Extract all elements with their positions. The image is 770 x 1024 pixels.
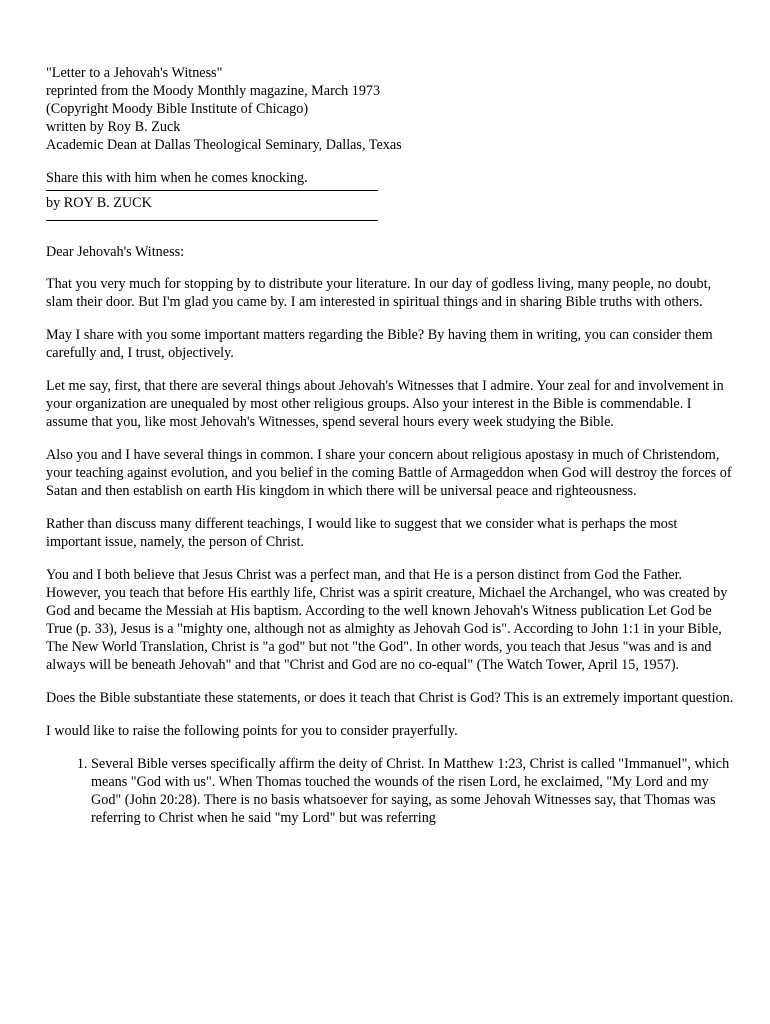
greeting: Dear Jehovah's Witness: <box>46 244 185 260</box>
paragraph-admire: Let me say, first, that there are several things about Jehovah's Witnesses that I admire. Your zeal for and involvement in your organization are unequaled by most other religious groups. Also your interest in the Bible is commendable. I assume that you, like most Jehovah's Witnesses, spend several hours every week studying the Bible. <box>46 378 724 430</box>
paragraph-question: Does the Bible substantiate these statements, or does it teach that Christ is God? This is an extremely important question. <box>46 690 734 706</box>
paragraph-points-intro: I would like to raise the following points for you to consider prayerfully. <box>46 723 458 739</box>
byline: by ROY B. ZUCK <box>46 195 152 211</box>
header-author: written by Roy B. Zuck <box>46 119 181 135</box>
header-title: "Letter to a Jehovah's Witness" <box>46 65 223 81</box>
header-affiliation: Academic Dean at Dallas Theological Seminary, Dallas, Texas <box>46 137 402 153</box>
paragraph-beliefs: You and I both believe that Jesus Christ was a perfect man, and that He is a person distinct from God the Father. However, you teach that before His earthly life, Christ was a spirit creature, Michael the Archangel, who was created by God and became the Messiah at His baptism. According to the well known Jehovah's Witness publication Let God be True (p. 33), Jesus is a "mighty one, although not as almighty as Jehovah God is". According to John 1:1 in your Bible, The New World Translation, Christ is "a god" but not "the God". In other words, you teach that Jesus "was and is and always will be beneath Jehovah" and that "Christ and God are no co-equal" (The Watch Tower, April 15, 1957). <box>46 567 728 673</box>
paragraph-thanks: That you very much for stopping by to distribute your literature. In our day of godless living, many people, no doubt, slam their door. But I'm glad you came by. I am interested in spiritual things and in sharing Bible truths with others. <box>46 276 712 310</box>
header-copyright: (Copyright Moody Bible Institute of Chicago) <box>46 101 309 117</box>
list-item: 1. Several Bible verses specifically affirm the deity of Christ. In Matthew 1:23, Christ is called "Immanuel", which means "God with us". When Thomas touched the wounds of the risen Lord, he exclaimed, "My Lord and my God" (John 20:28). There is no basis whatsoever for saying, as some Jehovah Witnesses say, that Thomas was referring to Christ when he said "my Lord" but was referring <box>91 755 736 827</box>
points-list <box>46 755 736 827</box>
paragraph-share: May I share with you some important matters regarding the Bible? By having them in writing, you can consider them carefully and, I trust, objectively. <box>46 327 713 361</box>
document-page <box>46 64 736 827</box>
header-source: reprinted from the Moody Monthly magazine, March 1973 <box>46 83 381 99</box>
divider-bottom <box>46 220 378 221</box>
paragraph-common: Also you and I have several things in common. I share your concern about religious apostasy in much of Christendom, your teaching against evolution, and you belief in the coming Battle of Armageddon when God will destroy the forces of Satan and then establish on earth His kingdom in which there will be universal peace and righteousness. <box>46 447 732 499</box>
paragraph-person-of-christ: Rather than discuss many different teachings, I would like to suggest that we consider what is perhaps the most important issue, namely, the person of Christ. <box>46 516 678 550</box>
divider-top <box>46 190 378 191</box>
document-header <box>46 64 736 154</box>
share-note: Share this with him when he comes knocking. <box>46 170 308 186</box>
